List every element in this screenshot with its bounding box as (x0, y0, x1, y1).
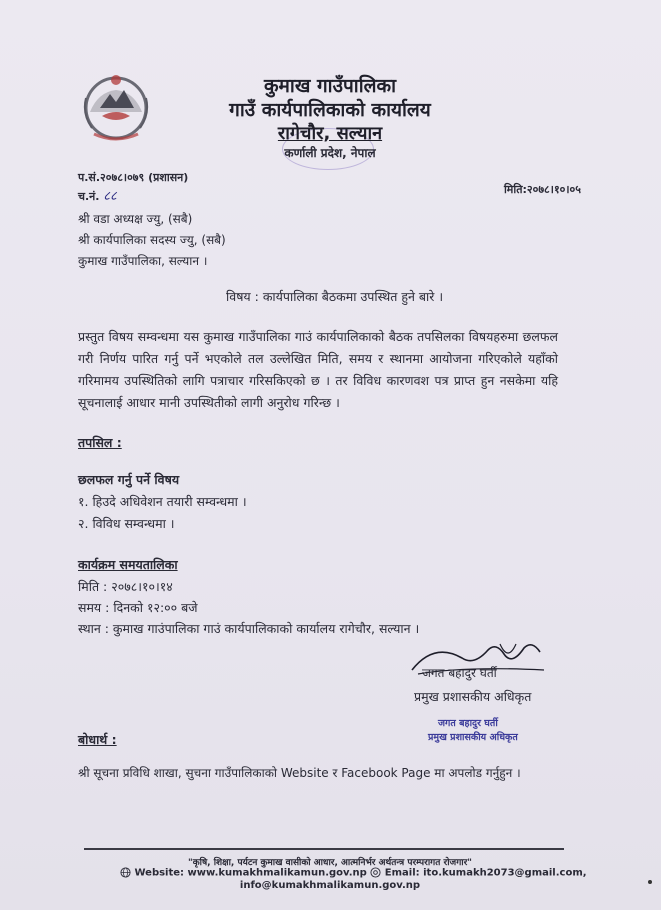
letter-subject: विषय : कार्यपालिका बैठकमा उपस्थित हुने बारे । (226, 289, 444, 304)
cc-recipient-line: श्री सूचना प्रविधि शाखा, सुचना गाउँपालिकाको Website र Facebook Page मा अपलोड गर्नुहुन । (78, 766, 521, 780)
discussion-item: १. हिउदे अधिवेशन तयारी सम्वन्धमा । (78, 494, 247, 509)
schedule-venue: स्थान : कुमाख गाउंपालिका गाउं कार्यपालिकाको कार्यालय रागेचौर, सल्यान । (78, 621, 420, 636)
official-stamp-name: जगत बहादुर घर्ती (438, 718, 498, 729)
scan-speck (648, 880, 652, 884)
province-line: कर्णाली प्रदेश, नेपाल (284, 146, 376, 160)
nepal-emblem-icon (80, 68, 152, 146)
website-link[interactable]: www.kumakhmalikamun.gov.np (187, 867, 367, 879)
discussion-topics-heading: छलफल गर्नु पर्ने विषय (78, 472, 180, 487)
footer-slogan: "कृषि, शिक्षा, पर्यटन कुमाख वासीको आधार, आत्मनिर्भर अर्थतन्त्र परम्परागत रोजगार" (188, 858, 472, 868)
schedule-heading: कार्यक्रम समयतालिका (78, 557, 178, 572)
schedule-time: समय : दिनको १२:०० बजे (78, 600, 198, 615)
addressee-line: श्री कार्यपालिका सदस्य ज्यु, (सबै) (78, 233, 226, 247)
schedule-date: मिति : २०७८।१०।१४ (78, 579, 173, 594)
globe-icon (120, 867, 131, 878)
email-link-secondary[interactable]: info@kumakhmalikamun.gov.np (239, 880, 421, 891)
addressee-line: श्री वडा अध्यक्ष ज्यु, (सबै) (78, 212, 193, 226)
office-location: रागेचौर, सल्यान (277, 123, 383, 144)
dispatch-number (78, 186, 117, 204)
letter-body: प्रस्तुत विषय सम्वन्धमा यस कुमाख गाउँपालिका गाउं कार्यपालिकाको बैठक तपसिलका विषयहरुमा छलफल गरी निर्णय पारित गर्नु पर्ने भएकोले तल उल्लेखित मिति, समय र स्थानमा आयोजना गरिएकोले यहाँको गरिमामय उपस्थितिको लागि पत्राचार गरिसकिएको छ । तर विविध कारणवश पत्र प्राप्त हुन नसकेमा यहि सूचनालाई आधार मानी उपस्थितीको लागी अनुरोध गरिन्छ । (78, 329, 558, 410)
letter-reference-number: प.सं.२०७८।०७९ (प्रशासन) (78, 171, 189, 184)
addressee-line: कुमाख गाउँपालिका, सल्यान । (78, 254, 208, 268)
municipality-name: कुमाख गाउँपालिका (263, 75, 397, 97)
tapsil-heading: तपसिल : (78, 435, 122, 450)
email-label: Email: (384, 867, 420, 879)
email-link-primary[interactable]: ito.kumakh2073@gmail.com, (423, 867, 587, 879)
cc-heading: बोधार्थ : (78, 732, 117, 747)
dispatch-value: ८८ (103, 189, 117, 204)
discussion-item: २. विविध सम्वन्धमा । (78, 516, 175, 531)
footer-divider (84, 848, 564, 850)
dispatch-label: च.नं. (78, 190, 100, 203)
signatory-name: जगत बहादुर घर्ती (422, 666, 497, 680)
email-at-icon (370, 867, 381, 878)
website-label: Website: (134, 867, 185, 879)
signatory-title: प्रमुख प्रशासकीय अधिकृत (414, 689, 532, 704)
letter-date: मिति:२०७८।१०।०५ (503, 183, 581, 196)
office-name: गाउँ कार्यपालिकाको कार्यालय (229, 99, 431, 121)
footer-contact (120, 867, 587, 879)
official-stamp-title: प्रमुख प्रशासकीय अधिकृत (428, 732, 518, 743)
